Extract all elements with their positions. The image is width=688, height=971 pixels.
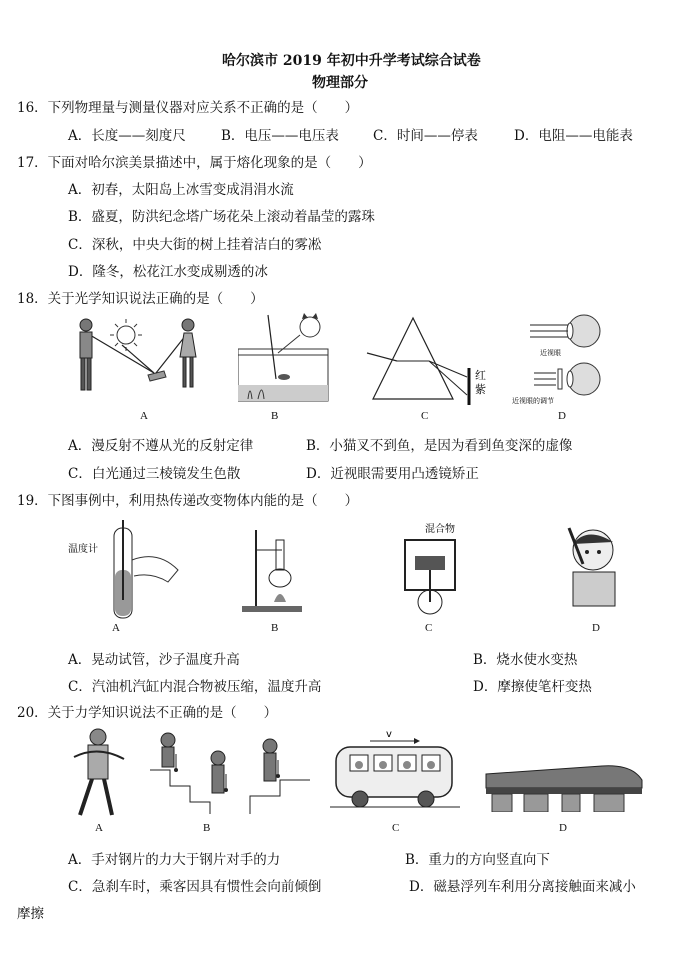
prism-red-label: 红 <box>475 369 486 382</box>
figure-18b-cat-fish <box>238 313 338 405</box>
q18-option-b: B．小猫叉不到鱼，是因为看到鱼变深的虚像 <box>306 438 573 454</box>
figure-19c-engine <box>395 520 495 620</box>
figure-18c-prism <box>365 313 495 408</box>
q20-option-b: B．重力的方向竖直向下 <box>405 852 550 868</box>
fig20-label-c: C <box>392 822 400 834</box>
q19-option-d: D．摩擦使笔杆变热 <box>473 679 592 695</box>
thermometer-label: 温度计 <box>68 544 98 555</box>
q18-option-a: A．漫反射不遵从光的反射定律 <box>68 438 254 454</box>
fig18-label-d: D <box>558 410 566 422</box>
fig20-label-d: D <box>559 822 567 834</box>
fig19-label-c: C <box>425 622 433 634</box>
fig19-label-b: B <box>271 622 279 634</box>
q17-option-a: A．初春，太阳岛上冰雪变成涓涓水流 <box>68 182 294 198</box>
question-16-stem: 16．下列物理量与测量仪器对应关系不正确的是（ ） <box>17 100 359 116</box>
velocity-label: v <box>386 729 392 740</box>
q17-option-b: B．盛夏，防洪纪念塔广场花朵上滚动着晶莹的露珠 <box>68 209 375 225</box>
q20-option-c: C．急刹车时，乘客因具有惯性会向前倾倒 <box>68 879 322 895</box>
fig18-label-c: C <box>421 410 429 422</box>
page-subtitle: 物理部分 <box>312 75 368 91</box>
q20-option-a: A．手对钢片的力大于钢片对手的力 <box>68 852 281 868</box>
q18-option-d: D．近视眼需要用凸透镜矫正 <box>306 466 479 482</box>
fig20-label-a: A <box>95 822 103 834</box>
question-20-stem: 20．关于力学知识说法不正确的是（ ） <box>17 705 278 721</box>
figure-18d-myopia <box>510 313 610 408</box>
q19-option-b: B．烧水使水变热 <box>473 652 578 668</box>
q16-option-c: C．时间——停表 <box>373 128 478 144</box>
q17-option-c: C．深秋，中央大街的树上挂着洁白的雾凇 <box>68 237 322 253</box>
q16-option-b: B．电压——电压表 <box>221 128 339 144</box>
question-18-stem: 18．关于光学知识说法正确的是（ ） <box>17 291 264 307</box>
prism-violet-label: 紫 <box>475 383 486 396</box>
page-title: 哈尔滨市 2019 年初中升学考试综合试卷 <box>222 53 481 69</box>
figure-20b-gravity-direction <box>150 730 310 816</box>
figure-18a-diffuse-reflection <box>68 313 218 408</box>
figure-19d-rub-pen <box>557 520 632 610</box>
figure-20d-maglev <box>482 740 647 812</box>
question-19-stem: 19．下图事例中，利用热传递改变物体内能的是（ ） <box>17 493 359 509</box>
q16-option-d: D．电阻——电能表 <box>514 128 633 144</box>
q16-option-a: A．长度——刻度尺 <box>68 128 186 144</box>
q19-option-a: A．晃动试管，沙子温度升高 <box>68 652 240 668</box>
figure-19a-test-tube <box>68 520 188 620</box>
fig18-label-a: A <box>140 410 148 422</box>
fig20-label-b: B <box>203 822 211 834</box>
myopia-correction-label: 近视眼的调节 <box>512 397 554 405</box>
figure-20c-bus-inertia <box>330 727 460 813</box>
figure-19b-boiling-water <box>240 520 310 620</box>
question-17-stem: 17．下面对哈尔滨美景描述中，属于熔化现象的是（ ） <box>17 155 372 171</box>
q17-option-d: D．隆冬，松花江水变成剔透的冰 <box>68 264 268 280</box>
q19-option-c: C．汽油机汽缸内混合物被压缩，温度升高 <box>68 679 322 695</box>
q20-option-d-continuation: 摩擦 <box>17 906 44 922</box>
q20-option-d: D．磁悬浮列车利用分离接触面来减小 <box>409 879 636 895</box>
fig19-label-a: A <box>112 622 120 634</box>
figure-20a-steel-strip <box>70 727 135 819</box>
q18-option-c: C．白光通过三棱镜发生色散 <box>68 466 241 482</box>
mixture-label: 混合物 <box>425 524 455 535</box>
fig19-label-d: D <box>592 622 600 634</box>
fig18-label-b: B <box>271 410 279 422</box>
myopia-eye-label: 近视眼 <box>540 349 561 357</box>
